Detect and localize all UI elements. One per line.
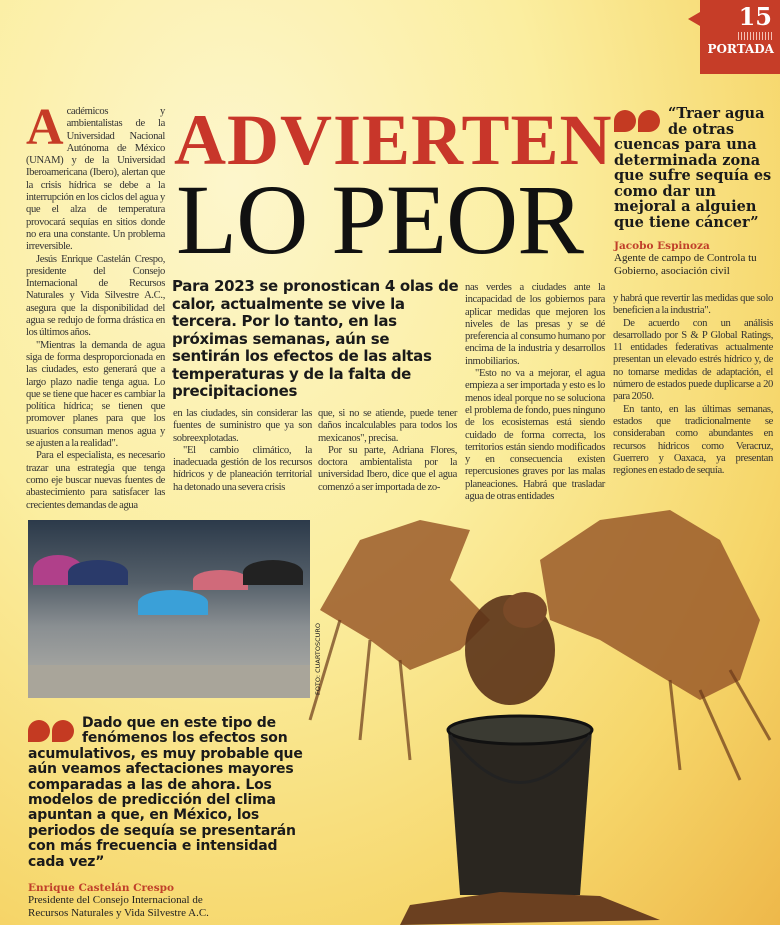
body-column-2 [173, 408, 312, 494]
paragraph: Por su parte, Adriana Flores, doctora ambientalista por la universidad Ibero, dice que el agua comenzó a ser importada de zo- [318, 444, 457, 493]
paragraph: "Mientras la demanda de agua siga de forma desproporcionada en las ciudades, esto generará que a largo plazo nadie tenga agua. Lo que se tiene que hacer es cambiar la política hídrica; se tienen que promover planes para que los usuarios consuman menos agua y se ajusten a la realidad". [26, 339, 165, 450]
body-column-1 [26, 99, 165, 512]
quote-marks-icon [28, 720, 76, 746]
deck: Para 2023 se pronostican 4 olas de calor, actualmente se vive la tercera. Por lo tanto, en las próximas semanas, aún se sentirán los efectos de las altas temperaturas y de la falta de precipitaciones [172, 277, 459, 400]
section-badge [700, 0, 780, 74]
quote-text: “Traer agua de otras cuencas para una determinada zona que sufre sequía es como dar un mejoral a alguien que tiene cáncer” [614, 105, 772, 231]
page-number: 15 [738, 2, 772, 31]
badge-dots [738, 32, 772, 40]
photo-credit: FOTO: CUARTOSCURO [314, 622, 322, 695]
street-photo [28, 520, 310, 698]
body-column-3 [318, 408, 457, 494]
paragraph: nas verdes a ciudades ante la incapacidad de los gobiernos para aplicar medidas que mejoren los niveles de las presas y se dé preferencia al consumo humano por encima de la industria y desarrollos inmobiliarios. [465, 282, 605, 367]
paragraph: Para el especialista, es necesario trazar una estrategia que tenga como eje buscar nuevas fuentes de abastecimiento para satisfacer las crecientes demandas de agua [26, 450, 165, 511]
paragraph: "El cambio climático, la inadecuada gestión de los recursos hídricos y de planeación territorial ha detonado una severa crisis [173, 444, 312, 493]
body-column-5 [613, 293, 773, 477]
headline-line2: LO PEOR [176, 164, 583, 275]
body-column-4 [465, 282, 605, 503]
paragraph: Jesús Enrique Castelán Crespo, presidente del Consejo Internacional de Recursos Naturales y Vida Silvestre A.C., asegura que la disponibilidad del agua se redujo de forma drástica en los últimos años. [26, 253, 165, 339]
quote-author-role: Presidente del Consejo Internacional de Recursos Naturales y Vida Silvestre A.C. [28, 894, 209, 920]
quote-text: Dado que en este tipo de fenómenos los efectos son acumulativos, es muy probable que aún veamos afectaciones mayores comparadas a las de ahora. Los modelos de predicción del clima apuntan a que, en México, los periodos de sequía se presentarán con más frecuencia e intensidad cada vez” [28, 715, 303, 870]
paragraph: En tanto, en las últimas semanas, estados que tradicionalmente se consideraban como abundantes en recursos hídricos como Veracruz, Guerrero y Oaxaca, ya presentan regiones en estado de sequía. [613, 403, 773, 477]
drop-cap: A [26, 99, 64, 156]
quote-author: Enrique Castelán Crespo [28, 882, 174, 895]
headline-line1: ADVIERTEN [174, 100, 613, 180]
quote-author: Jacobo Espinoza [614, 240, 710, 252]
badge-arrow [688, 12, 700, 26]
pull-quote-1 [614, 106, 774, 278]
eagle-bucket-illustration [300, 500, 780, 925]
paragraph: cadémicos y ambientalistas de la Universidad Nacional Autónoma de México (UNAM) y de la Universidad Iberoamericana (Ibero), alertan que la crisis hídrica se debe a la interrupción en los ciclos del agua y que el alza de temperatura provocará sequías en sitios donde no era una constante. Un problema irreversible. [26, 106, 165, 253]
pull-quote-2 [28, 716, 318, 920]
section-label: PORTADA [707, 42, 774, 56]
quote-author-role: Agente de campo de Controla tu Gobierno, asociación civil [614, 252, 757, 277]
paragraph: "Esto no va a mejorar, el agua empieza a ser importada y esto es lo menos ideal porque no se soluciona el problema de fondo, pues ninguno de los ecosistemas está siendo cuidado de forma correcta, los territorios están siendo modificados y en consecuencia existen repercusiones graves por las malas planeaciones. Habrá que trasladar agua de otras entidades [465, 368, 605, 503]
paragraph: y habrá que revertir las medidas que solo beneficien a la industria". [613, 293, 773, 317]
paragraph: en las ciudades, sin considerar las fuentes de suministro que ya son sobreexplotadas. [173, 408, 312, 444]
quote-marks-icon [614, 110, 662, 136]
paragraph: que, si no se atiende, puede tener daños incalculables para todos los mexicanos", precisa. [318, 408, 457, 444]
paragraph: De acuerdo con un análisis desarrollado por S & P Global Ratings, 11 entidades federativas actualmente presentan un elevado estrés hídrico y, de no tomarse medidas de adaptación, el número de estados puede duplicarse a 20 para 2050. [613, 317, 773, 403]
